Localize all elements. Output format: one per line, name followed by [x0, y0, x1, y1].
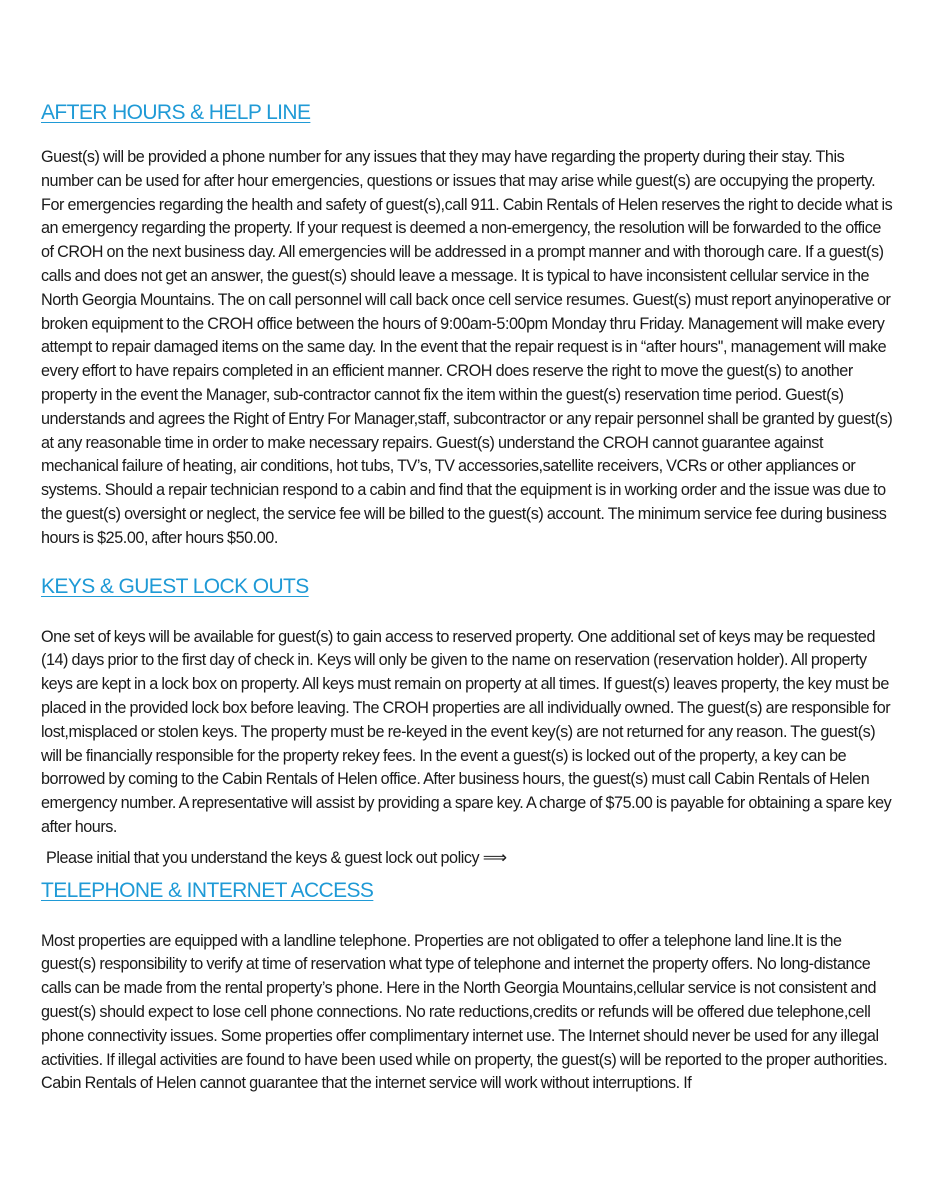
right-arrow-icon: ⟹: [482, 847, 507, 868]
section-heading-telephone: TELEPHONE & INTERNET ACCESS: [41, 878, 374, 902]
section-body-keys: One set of keys will be available for guest(s) to gain access to reserved property. One additional set of keys may be requested (14) days prior to the first day of check in. Keys will only be given to the name on reservation (reservation holder). All property keys are kept in a lock box on property. All keys must remain on property at all times. If guest(s) leaves property, the key must be placed in the provided lock box before leaving. The CROH properties are all individually owned. The guest(s) are responsible for lost,misplaced or stolen keys. The property must be re-keyed in the event key(s) are not returned for any reason. The guest(s) will be financially responsible for the property rekey fees. In the event a guest(s) is locked out of the property, a key can be borrowed by coming to the Cabin Rentals of Helen office. After business hours, the guest(s) must call Cabin Rentals of Helen emergency number. A representative will assist by providing a spare key. A charge of $75.00 is payable for obtaining a spare key after hours.: [41, 627, 892, 836]
section-body-telephone: Most properties are equipped with a landline telephone. Properties are not obligated to offer a telephone land line.It is the guest(s) responsibility to verify at time of reservation what type of telephone and internet the property offers. No long-distance calls can be made from the rental property’s phone. Here in the North Georgia Mountains,cellular service is not consistent and guest(s) should expect to lose cell phone connections. No rate reductions,credits or refunds will be offered due telephone,cell phone connectivity issues. Some properties offer complimentary internet use. The Internet should never be used for any illegal activities. If illegal activities are found to have been used while on property, the guest(s) will be reported to the proper authorities. Cabin Rentals of Helen cannot guarantee that the internet service will work without interruptions. If: [41, 931, 888, 1093]
document-page: [41, 98, 893, 1096]
section-body-after-hours: Guest(s) will be provided a phone number for any issues that they may have regarding the property during their stay. This number can be used for after hour emergencies, questions or issues that may arise while guest(s) are occupying the property. For emergencies regarding the health and safety of guest(s),call 911. Cabin Rentals of Helen reserves the right to decide what is an emergency regarding the property. If your request is deemed a non-emergency, the resolution will be forwarded to the office of CROH on the next business day. All emergencies will be addressed in a prompt manner and with thorough care. If a guest(s) calls and does not get an answer, the guest(s) should leave a message. It is typical to have inconsistent cellular service in the North Georgia Mountains. The on call personnel will call back once cell service resumes. Guest(s) must report anyinoperative or broken equipment to the CROH office between the hours of 9:00am-5:00pm Monday thru Friday. Management will make every attempt to repair damaged items on the same day. In the event that the repair request is in “after hours'', management will make every effort to have repairs completed in an efficient manner. CROH does reserve the right to move the guest(s) to another property in the event the Manager, sub-contractor cannot fix the item within the guest(s) reservation time period. Guest(s) understands and agrees the Right of Entry For Manager,staff, subcontractor or any repair personnel shall be granted by guest(s) at any reasonable time in order to make necessary repairs. Guest(s) understand the CROH cannot guarantee against mechanical failure of heating, air conditions, hot tubs, TV’s, TV accessories,satellite receivers, VCRs or other appliances or systems. Should a repair technician respond to a cabin and find that the equipment is in working order and the issue was due to the guest(s) oversight or neglect, the service fee will be billed to the guest(s) account. The minimum service fee during business hours is $25.00, after hours $50.00.: [41, 148, 893, 547]
initial-prompt-text: Please initial that you understand the keys & guest lock out policy: [46, 848, 480, 867]
section-heading-keys: KEYS & GUEST LOCK OUTS: [41, 574, 309, 598]
initial-prompt-line: [41, 847, 893, 871]
section-heading-after-hours: AFTER HOURS & HELP LINE: [41, 101, 311, 124]
